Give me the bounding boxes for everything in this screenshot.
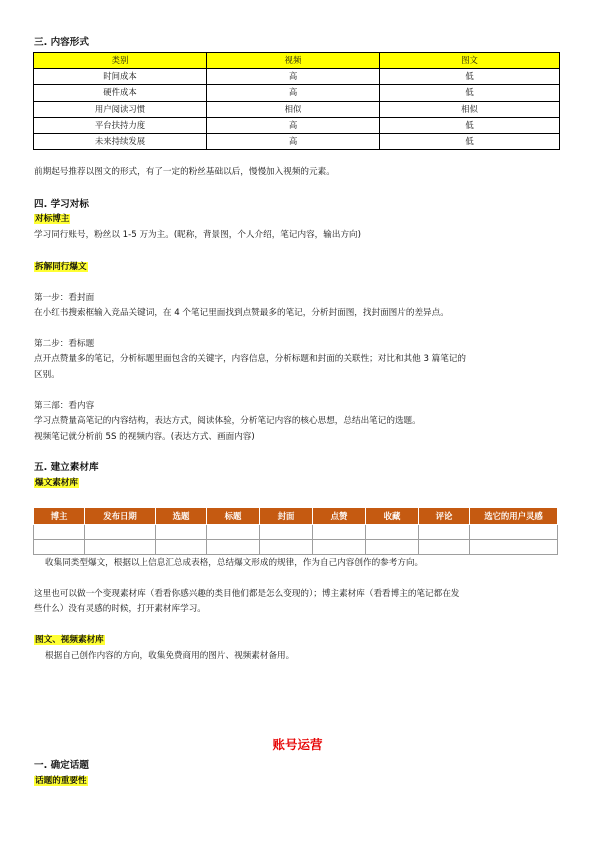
paragraph: 在小红书搜索框输入竞品关键词，在 4 个笔记里面找到点赞最多的笔记，分析封面图，找封面图片的差异点。 [34,308,449,318]
table-cell [470,525,558,540]
highlight-label: 对标博主 [35,214,70,224]
table-cell [366,540,419,555]
table-header: 博主 [34,508,85,525]
table-cell [207,540,260,555]
table-header-row [34,53,560,69]
table-cell [260,540,313,555]
highlight-label: 爆文素材库 [35,478,78,488]
highlight-label: 图文、视频素材库 [35,635,104,645]
table-cell [34,540,85,555]
table-header: 评论 [419,508,470,525]
table-cell: 用户阅读习惯 [34,101,207,117]
table-row [34,525,558,540]
table-cell [34,525,85,540]
table-header: 封面 [260,508,313,525]
table-cell [85,540,156,555]
paragraph: 些什么）没有灵感的时候，打开素材库学习。 [34,604,206,614]
table-header-row [34,508,558,525]
table-cell: 高 [207,69,380,85]
table-cell: 硬件成本 [34,85,207,101]
table-cell: 相似 [207,101,380,117]
table-row [34,133,560,149]
material-library-table [33,507,558,555]
table-cell: 时间成本 [34,69,207,85]
paragraph: 根据自己创作内容的方向，收集免费商用的图片、视频素材备用。 [45,651,295,661]
table-header: 选它的用户灵感 [470,508,558,525]
section-heading: 一. 确定话题 [34,760,89,771]
table-header: 类别 [34,53,207,69]
table-cell [366,525,419,540]
table-row [34,540,558,555]
paragraph: 这里也可以做一个变现素材库（看看你感兴趣的类目他们都是怎么变现的）；博主素材库（看看博主的笔记都在发 [34,589,460,599]
table-header: 发布日期 [85,508,156,525]
table-cell: 高 [207,85,380,101]
table-header: 视频 [207,53,380,69]
paragraph: 区别。 [34,370,60,380]
table-cell: 未来持续发展 [34,133,207,149]
table-cell [419,525,470,540]
paragraph: 学习同行账号，粉丝以 1-5 万为主。(昵称，背景图，个人介绍，笔记内容，输出方向) [34,230,361,240]
table-row [34,117,560,133]
table-cell: 相似 [380,101,560,117]
content-form-table [33,52,560,150]
table-cell [85,525,156,540]
table-row [34,101,560,117]
table-header: 图文 [380,53,560,69]
table-cell: 低 [380,133,560,149]
table-header: 点赞 [313,508,366,525]
section3-note: 前期起号推荐以图文的形式，有了一定的粉丝基础以后，慢慢加入视频的元素。 [34,167,335,177]
table-cell [470,540,558,555]
table-cell [260,525,313,540]
step-title: 第三部：看内容 [34,401,95,411]
highlight-label: 话题的重要性 [35,776,87,786]
table-header: 标题 [207,508,260,525]
step-title: 第二步：看标题 [34,339,95,349]
paragraph: 收集同类型爆文，根据以上信息汇总成表格，总结爆文形成的规律，作为自己内容创作的参考方向。 [45,558,424,568]
table-cell: 平台扶持力度 [34,117,207,133]
table-cell: 低 [380,69,560,85]
paragraph: 点开点赞量多的笔记，分析标题里面包含的关键字，内容信息，分析标题和封面的关联性；对比和其他 3 篇笔记的 [34,354,467,364]
section5-heading: 五. 建立素材库 [34,462,99,473]
table-row [34,85,560,101]
chapter-title: 账号运营 [272,737,323,752]
table-cell [207,525,260,540]
table-row [34,69,560,85]
table-header: 选题 [156,508,207,525]
table-cell [419,540,470,555]
table-cell: 低 [380,117,560,133]
paragraph: 学习点赞量高笔记的内容结构，表达方式，阅读体验，分析笔记内容的核心思想，总结出笔记的选题。 [34,416,421,426]
table-header: 收藏 [366,508,419,525]
table-cell [313,540,366,555]
step-title: 第一步：看封面 [34,293,95,303]
table-cell [313,525,366,540]
table-cell: 高 [207,117,380,133]
table-cell: 高 [207,133,380,149]
highlight-label: 拆解同行爆文 [35,262,87,272]
table-cell: 低 [380,85,560,101]
table-cell [156,540,207,555]
section3-heading: 三. 内容形式 [34,37,89,48]
paragraph: 视频笔记就分析前 5S 的视频内容。(表达方式、画面内容) [34,432,255,442]
table-cell [156,525,207,540]
section4-heading: 四. 学习对标 [34,199,89,210]
